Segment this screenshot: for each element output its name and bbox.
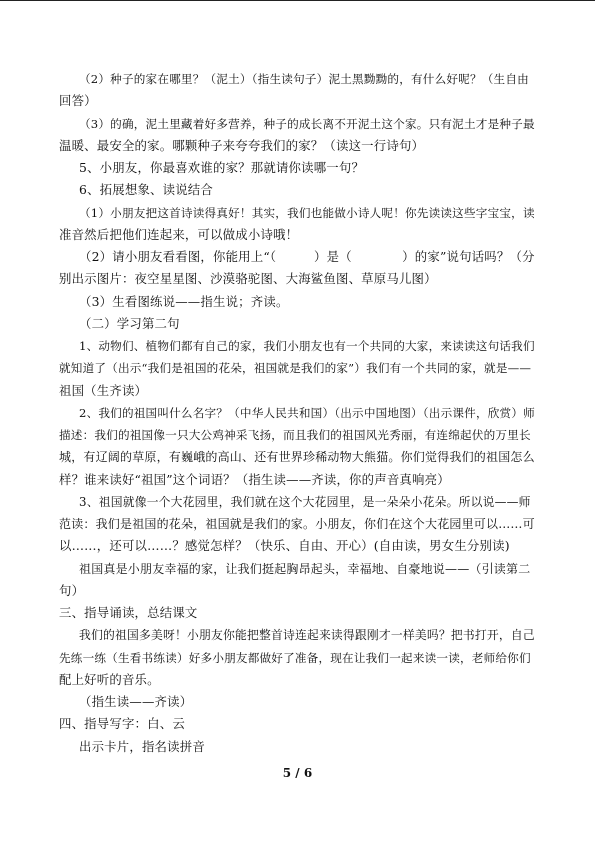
text-line: 温暖、最安全的家。哪颗种子来夸夸我们的家？（读这一行诗句） xyxy=(59,137,425,153)
text-line: （1）小朋友把这首诗读得真好！其实，我们也能做小诗人呢！你先读读这些字宝宝，读 xyxy=(79,205,535,220)
text-line: 2、我们的祖国叫什么名字？（中华人民共和国）（出示中国地图）（出示课件，欣赏）师 xyxy=(79,405,535,420)
text-line: 范读：我们是祖国的花朵，祖国就是我们的家。小朋友，你们在这个大花园里可以……可 xyxy=(59,517,535,531)
text-line: 就知道了（出示“我们是祖国的花朵，祖国就是我们的家”）我们有一个共同的家，就是—— xyxy=(59,361,532,376)
text-line: 6、拓展想象、读说结合 xyxy=(79,182,213,198)
text-line: 我们的祖国多美呀！小朋友你能把整首诗连起来读得跟刚才一样美吗？把书打开，自己 xyxy=(79,628,535,643)
text-line: 3、祖国就像一个大花园里，我们就在这个大花园里，是一朵朵小花朵。所以说——师 xyxy=(79,494,531,509)
section-heading: 三、指导诵读，总结课文 xyxy=(59,605,198,620)
text-line: 祖国真是小朋友幸福的家，让我们挺起胸昂起头，幸福地、自豪地说——（引读第二 xyxy=(79,561,531,576)
text-line: （3）生看图练说——指生说；齐读。 xyxy=(79,293,289,309)
text-line: 城，有辽阔的草原，有巍峨的高山、还有世界珍稀动物大熊猫。你们觉得我们的祖国怎么 xyxy=(59,450,535,465)
section-heading: 四、指导写字：白、云 xyxy=(59,716,185,732)
text-line: 描述：我们的祖国像一只大公鸡神采飞扬，而且我们的祖国风光秀丽，有连绵起伏的万里长 xyxy=(59,428,531,442)
text-line: 先练一练（生看书练读）好多小朋友都做好了准备，现在让我们一起来读一读，老师给你们 xyxy=(59,650,531,665)
text-line: （2）种子的家在哪里？（泥土）（指生读句子）泥土黑黝黝的，有什么好呢？（生自由 xyxy=(79,72,529,86)
text-line: 样？谁来读好“祖国”这个词语？（指生读——齐读，你的声音真响亮） xyxy=(59,471,450,487)
text-line: 祖国（生齐读） xyxy=(59,382,148,398)
text-line: 1、动物们、植物们都有自己的家，我们小朋友也有一个共同的大家，来读读这句话我们 xyxy=(79,339,535,353)
text-line: 回答） xyxy=(59,93,97,109)
text-line: 别出示图片：夜空星星图、沙漠骆驼图、大海鲨鱼图、草原马儿图） xyxy=(59,271,437,287)
text-line: 准音然后把他们连起来，可以做成小诗哦！ xyxy=(59,226,299,242)
text-line: 以……，还可以……？感觉怎样？（快乐、自由、开心）(自由读，男女生分别读) xyxy=(59,538,510,554)
text-line: 出示卡片，指名读拼音 xyxy=(79,738,205,754)
text-line: （2）请小朋友看看图，你能用上“（ ）是（ ）的家”说句话吗？（分 xyxy=(79,249,535,264)
top-rule xyxy=(0,0,595,1)
text-line: （3）的确，泥土里藏着好多营养，种子的成长离不开泥土这个家。只有泥土才是种子最 xyxy=(79,116,535,131)
text-line: （指生读——齐读） xyxy=(79,694,193,709)
text-line: 配上好听的音乐。 xyxy=(59,671,160,687)
page-number: 5 / 6 xyxy=(282,766,313,780)
text-line: 句） xyxy=(59,582,85,598)
section-heading: （二）学习第二句 xyxy=(79,315,180,331)
text-line: 5、小朋友，你最喜欢谁的家？那就请你读哪一句？ xyxy=(79,160,365,175)
